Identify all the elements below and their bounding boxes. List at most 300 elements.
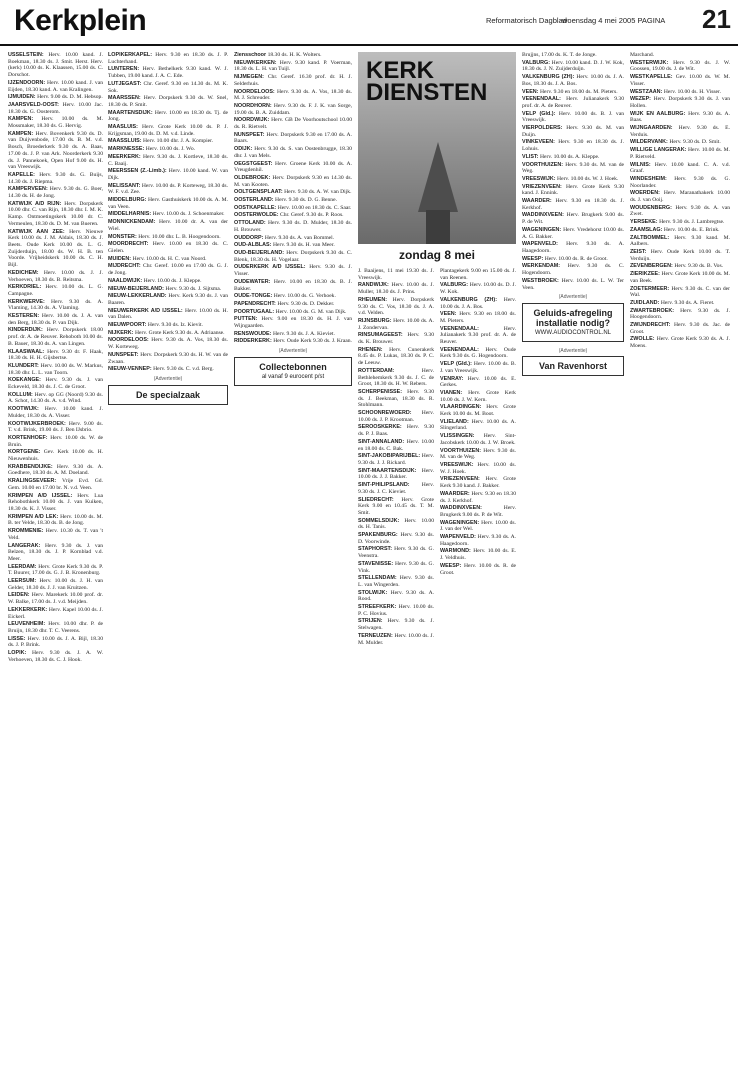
service-times: Herv. 10.00 ds. W. J. Hoek. xyxy=(557,175,619,182)
service-times: Herv. 10.00 en 18.30 ds. C. Gielen. xyxy=(108,241,228,254)
page-header xyxy=(0,0,738,44)
listing-entry xyxy=(234,264,352,277)
town-name: NIEUWKERKEN: xyxy=(234,59,280,66)
service-times: Herv. 10.00 ds. W. J. Hoek. xyxy=(440,461,516,475)
town-name: SINT-PHILIPSLAND: xyxy=(358,482,422,489)
town-name: OTTOLAND: xyxy=(234,220,269,227)
town-name: VOORTHUIZEN: xyxy=(522,161,566,168)
town-name: MOORDRECHT: xyxy=(108,241,153,248)
service-times: Herv. Grote Kerk 9.30 ds. A. J. Moens. xyxy=(630,336,730,350)
service-times: Herv. 9.30 en 18.00 ds. M. Pieters. xyxy=(539,88,618,95)
service-times: Herv. 10.00 ds. A. J. Zondervan. xyxy=(358,317,434,331)
town-name: MIDDELBURG: xyxy=(108,197,148,204)
town-name: LUTJEGAST: xyxy=(108,80,144,87)
listing-entry xyxy=(8,270,103,283)
town-name: WINDESHEIM: xyxy=(630,175,675,182)
service-times: Herv. 10.00 ds. G. Verhoek. xyxy=(273,293,336,300)
town-name: VRIEZENVEEN: xyxy=(522,183,566,190)
town-name: NIEUW-LEKKERLAND: xyxy=(108,293,169,300)
listing-entry xyxy=(108,234,228,241)
town-name: OOSTKAPELLE: xyxy=(234,204,278,211)
town-name: WAARDER: xyxy=(522,198,556,205)
town-name: OOSTERLAND: xyxy=(234,197,276,204)
listing-entry xyxy=(440,390,516,403)
town-name: VIANEN: xyxy=(440,389,469,396)
town-name: WILNIS: xyxy=(630,161,655,168)
service-times: Herv. Julianakerk 9.30 prof. dr. A. de Reuver. xyxy=(440,325,516,346)
listing-entry xyxy=(8,543,103,563)
column-7 xyxy=(630,52,730,1062)
listing-entry xyxy=(8,514,103,527)
header-rule xyxy=(0,44,738,46)
listing-entry xyxy=(440,534,516,547)
service-times: Herv. Nieuwe Kerk 10.00 ds. J. M. Aldais, 18.30 ds. J. Beets. Oude Kerk 10.00 ds. L. G. Zuijderduijn, 18.00 ds. W. H. B. ten Voorde. Vrijheidskerk 10.00 ds. C. H. Bijl. xyxy=(8,228,103,269)
town-name: KAMPEN: xyxy=(8,130,36,137)
service-times: Herv. 10.00 en 18.30 ds. C. Saar. xyxy=(277,204,352,211)
service-times: Herv. op GG (Noord) 9.30 ds. A. Schot, 14.30 ds. A. v.d. Wind. xyxy=(8,391,103,405)
town-name: NIJKERK: xyxy=(108,329,135,336)
town-name: VREESWIJK: xyxy=(522,175,558,182)
service-times: Herv. Oude Kerk 9.30 ds. G. Hogendoorn. xyxy=(440,346,516,360)
listing-entry xyxy=(440,520,516,533)
town-name: WARMOND: xyxy=(440,548,474,555)
listing-entry xyxy=(108,293,228,306)
listing-entry xyxy=(8,313,103,326)
town-name: WESTKAPELLE: xyxy=(630,74,676,81)
town-name: KRIMPEN A/D LEK: xyxy=(8,513,61,520)
service-times: Herv. 9.30 en 18.30 ds. J. Lohuis. xyxy=(522,139,624,153)
ad-title: Geluids-afregeling installatie nodig? xyxy=(533,307,613,328)
listing-entry xyxy=(8,299,103,312)
service-times: Herv. 10.00 ds. J. Kleppe. xyxy=(143,277,202,284)
town-name: NIEUW-BEIJERLAND: xyxy=(108,285,166,292)
town-name: VLAARDINGEN: xyxy=(440,404,487,411)
town-name: KEDICHEM: xyxy=(8,269,44,276)
listing-entry xyxy=(440,419,516,432)
town-name: OUDE-TONGE: xyxy=(234,293,274,300)
listing-entry xyxy=(8,464,103,477)
service-times: Herv. 10.00 dhr. L. B. Hoogendoorn. xyxy=(138,233,221,240)
newspaper-name: Reformatorisch Dagblad xyxy=(486,16,567,25)
service-times: Herv. 9.30 ds. A. Rood. xyxy=(358,589,434,603)
service-times: Gev. Kerk 10.00 ds. H. Nieuwenhuis. xyxy=(8,449,103,463)
listing-entry xyxy=(630,147,730,160)
listing-entry xyxy=(234,316,352,329)
listing-entry xyxy=(234,60,352,73)
town-name: USSELSTEIN: xyxy=(8,52,49,58)
town-name: RINSUMAGEEST: xyxy=(358,332,408,339)
town-name: ZWOLLE: xyxy=(630,336,657,343)
listing-entry xyxy=(8,478,103,491)
town-name: WESTERWIJK: xyxy=(630,59,674,66)
town-name: SCHERPENISSE: xyxy=(358,388,408,395)
listing-entry xyxy=(108,308,228,321)
town-name: KESTEREN: xyxy=(8,313,42,320)
listing-entry xyxy=(234,338,352,345)
town-name: VALKENBURG (ZH): xyxy=(522,74,577,81)
service-times: Herv. 10.00 ds. R. de Groot. xyxy=(544,255,608,262)
town-name: POORTUGAAL: xyxy=(234,308,276,315)
service-times: Herv. 9.30 ds. B. Vos. xyxy=(674,263,724,270)
listing-entry xyxy=(8,201,103,228)
town-name: OEGSTGEEST: xyxy=(234,160,276,167)
town-name: VINKEVEEN: xyxy=(522,139,559,146)
service-times: Herv. 9.30 ds. F. J. K. van Sorge, 19.00 ds. B. A. Zuiddam. xyxy=(234,102,352,116)
listing-entry xyxy=(108,337,228,350)
service-times: Herv. 10.00 Jac. 18.30 ds. G. Oosterom. xyxy=(8,101,103,115)
service-times: Vrije Evd. Gd. Gem. 10.00 en 17.00 br. N. v.d. Veen. xyxy=(8,478,103,491)
town-name: LEUVENHEIM: xyxy=(8,621,49,628)
town-name: VELP (Gld.): xyxy=(440,361,474,368)
listing-entry xyxy=(630,271,730,284)
listing-entry xyxy=(630,308,730,321)
listing-entry xyxy=(630,162,730,175)
town-name: WESTBROEK: xyxy=(522,277,562,284)
listing-entry xyxy=(8,564,103,577)
listing-entry xyxy=(440,376,516,389)
service-times: Herv. 9.30 ds. C. Hogendoorn. xyxy=(522,263,624,277)
advertisement xyxy=(522,356,624,376)
town-name: RHENEN: xyxy=(358,346,390,353)
service-times: 18.30 ds. H. K. Wolters. xyxy=(267,52,322,58)
service-times: Herv. 9.30 ds. M. van Duijn. xyxy=(522,125,624,138)
town-name: WEESP: xyxy=(440,562,464,569)
service-times: Herv. 9.30 kand. P. Voerman, 18.30 ds. L. H. van Tuijl. xyxy=(234,59,352,73)
town-name: RIDDERKERK: xyxy=(234,338,274,345)
service-times: Herv. 10.00 ds. J. Schoenmaker. xyxy=(152,211,225,218)
town-name: VEENENDAAL: xyxy=(440,346,486,353)
listing-entry xyxy=(358,282,434,295)
listing-entry xyxy=(440,476,516,489)
town-name: ZEVENBERGEN: xyxy=(630,263,675,270)
listing-entry xyxy=(108,241,228,254)
town-name: KERKWERVE: xyxy=(8,298,51,305)
listing-entry xyxy=(234,117,352,130)
service-times: Herv. 9.00 en 18.30 ds. H. J. van Wijngaarden. xyxy=(234,316,352,330)
listing-entry xyxy=(234,89,352,102)
listing-entry xyxy=(358,633,434,646)
service-times: Herv. Maranathakerk 10.00 ds. J. van Ooij. xyxy=(630,190,730,204)
service-times: Herv. Sint-Jacobskerk 10.00 ds. J. W. Broek. xyxy=(440,433,516,446)
town-name: STELLENDAM: xyxy=(358,575,400,582)
listing-entry xyxy=(358,332,434,345)
service-times: Herv. 9.30 ds. J. A. W. Verhoeven, 18.30 ds. C. J. Hook. xyxy=(8,650,103,663)
service-times: Herv. 10.00 ds. J. M. Mulder. xyxy=(358,632,434,646)
service-times: Herv. 9.30 ds. J. Stelwagen. xyxy=(358,618,434,632)
service-times: Marchand. xyxy=(630,52,655,58)
service-times: Herv. Dorpskerk 10.00 dhr. C. van Rijn, 18.30 dhr. I. M. K. Kamp. Ontmoetingskerk 10.00 dr. C. Vermeulen, 18.30 ds. D. M. van Bueren. xyxy=(8,200,103,227)
service-times: Herv. 10.00 ds. J. J. Bakker. xyxy=(358,467,434,481)
town-name: WEESP: xyxy=(522,255,545,262)
listing-entry xyxy=(358,532,434,545)
town-name: NOORDELOOS: xyxy=(108,337,152,344)
town-name: PAPENDRECHT: xyxy=(234,300,278,307)
service-times: Herv. 9.30 ds. A. Haagedoorn. xyxy=(522,241,624,254)
listing-entry xyxy=(234,309,352,316)
listing-entry xyxy=(630,336,730,349)
service-times: Herv. Bethelkerk 9.30 kand. W. J. Tubben, 19.00 kand. J. A. C. Ede. xyxy=(108,66,228,80)
service-times: Herv. GB De Voorhoutschool 10.00 ds. R. Rietvelt. xyxy=(234,117,352,131)
service-times: Herv. 10.00 ds. J. J. Verhoeven, 18.30 ds. B. Reitsma. xyxy=(8,269,103,283)
town-name: LEERSUM: xyxy=(8,578,40,585)
service-times: Brujjns, 17.00 ds. K. T. de Jonge. xyxy=(522,52,597,58)
service-times: Herv. 10.00 ds. E. Brink. xyxy=(663,226,720,233)
town-name: WOERDEN: xyxy=(630,190,664,197)
listing-entry xyxy=(440,462,516,475)
service-times: Herv. Oude Kerk 9.30 ds. J. Kraan. xyxy=(273,338,352,345)
town-name: SCHOONREWOERD: xyxy=(358,410,422,417)
service-times: Herv. Dorpskerk 18.00 prof. dr. A. de Reuver. Rehoboth 10.00 ds. B. Bauer, 18.30 ds. A. van Lingen. xyxy=(8,327,103,347)
listing-entry xyxy=(234,331,352,338)
service-times: Herv. 9.30 ds. D. Dekker. xyxy=(277,300,335,307)
feature-title xyxy=(366,57,488,106)
service-times: Herv. 9.30 ds. J. Sijtsma. xyxy=(165,285,222,292)
listing-entry xyxy=(630,235,730,248)
listing-entry xyxy=(358,297,434,317)
town-name: MAARSSEN: xyxy=(108,95,144,102)
town-name: MIJDRECHT: xyxy=(108,263,143,270)
town-name: KRABBENDIJKE: xyxy=(8,463,57,470)
town-name: NIEUW-VENNEP: xyxy=(108,366,154,373)
service-times: Herv. 9.30 ds. P. J. Baas. xyxy=(358,424,434,438)
listing-entry xyxy=(630,205,730,218)
feature-date: zondag 8 mei xyxy=(398,248,475,262)
listing-entry xyxy=(522,111,624,124)
service-times: J. Baaijens, 11 mei 19.30 ds. J. Vreeswijk. xyxy=(358,268,434,281)
listing-entry xyxy=(234,301,352,308)
town-name: KRALINGSEVEER: xyxy=(8,478,62,485)
town-name: WAPENVELD: xyxy=(440,534,478,541)
town-name: WADDINXVEEN: xyxy=(522,212,567,219)
service-times: Herv. Dorpskerk 9.30 en 14.30 ds. M. van Kooten. xyxy=(234,174,352,188)
column-2 xyxy=(108,52,228,1062)
service-times: Chr. Geref. 9.30 en 14.30 ds. M. K. Sok. xyxy=(108,80,228,94)
town-name: VENRAY: xyxy=(440,375,468,382)
town-name: OOLTGENSPLAAT: xyxy=(234,189,285,196)
listing-entry xyxy=(8,650,103,663)
service-times: Herv. 9.30 ds. C. van der Wal. xyxy=(630,285,730,299)
listing-entry xyxy=(440,311,516,324)
service-times: Herv. 10.00 dhr. P. de Bruijn, 18.30 dhr. T. C. Veerens. xyxy=(8,621,103,634)
service-times: Herv. 9.30 ds. J. Beekman, 18.30 ds. R. Stohlmann. xyxy=(358,388,434,409)
listing-entry xyxy=(630,322,730,335)
service-times: Herv. 9.30 ds. L. van Wingerden. xyxy=(358,575,434,588)
town-name: SOMMELSDIJK: xyxy=(358,517,405,524)
section-title: Kerkplein xyxy=(14,4,147,37)
town-name: KATWIJK A/D RIJN: xyxy=(8,200,65,207)
town-name: NIEUWPOORT: xyxy=(108,322,148,329)
town-name: RENSWOUDE: xyxy=(234,330,273,337)
listing-entry xyxy=(108,263,228,276)
service-times: Herv. 10.00 ds. B. J. van Vreeswijk. xyxy=(440,361,516,374)
listing-entry xyxy=(522,52,624,59)
town-name: WILDERVANK: xyxy=(630,139,670,146)
listing-entry xyxy=(522,154,624,161)
service-times: Herv. 10.00 en 18.30 ds. B. J. Bakker. xyxy=(234,278,352,292)
town-name: WAPENVELD: xyxy=(522,241,567,248)
town-name: VALBURG: xyxy=(440,282,470,289)
listing-entry xyxy=(8,377,103,390)
listing-entry xyxy=(108,322,228,329)
town-name: VREESWIJK: xyxy=(440,461,478,468)
town-name: LOPIKERKAPEL: xyxy=(108,52,156,58)
town-name: KLAASWAAL: xyxy=(8,348,48,355)
feature-title-line2: DIENSTEN xyxy=(366,79,488,106)
service-times: Herv. 9.30 ds. D. Mulder, 18.30 ds. H. Brouwer. xyxy=(234,220,352,233)
town-name: MIDDELHARNIS: xyxy=(108,211,153,218)
service-times: Herv. 9.30 ds. Jac. de Groot. xyxy=(630,322,730,335)
service-times: Herv. 9.30 ds. A. van Bommel. xyxy=(264,234,335,241)
service-times: Herv. 10.00 ds. P. Korteweg, 18.30 ds. W. F. v.d. Zee. xyxy=(108,182,228,196)
listing-entry xyxy=(108,219,228,232)
service-times: Herv. 9.30 ds. J. A. Kieviet. xyxy=(272,330,335,337)
ad-title: Van Ravenhorst xyxy=(538,361,608,372)
town-name: IJZENDOORN: xyxy=(8,79,48,86)
service-times: Herv. 10.00 ds. H. Tanis. xyxy=(358,517,434,531)
town-name: WIJNGAARDEN: xyxy=(630,125,679,132)
listing-entry xyxy=(522,241,624,254)
service-times: Herv. 10.00 ds. H. Visser. xyxy=(663,88,721,95)
service-times: Herv. 9.30 en 18.30 ds. J. Kerkhof. xyxy=(440,490,516,504)
town-name: MAASLUIS: xyxy=(108,124,142,131)
service-times: Herv. 10.00 ds. W. de Bruin. xyxy=(8,434,103,448)
town-name: KRIMPEN A/D IJSSEL: xyxy=(8,492,78,499)
service-times: Herv. Vredehorst 10.00 ds. A. G. Bakker. xyxy=(522,226,624,240)
town-name: KAMPERVEEN: xyxy=(8,186,50,193)
service-times: Herv. 10.00 ds. M. P. Rietveld. xyxy=(630,147,730,160)
service-times: Herv. Kapel 10.00 ds. J. Eickerl. xyxy=(8,606,103,620)
service-times: Herv. 10.00 ds. J. A. Bos, 18.30 ds. J. A. Bos. xyxy=(522,74,624,87)
listing-entry xyxy=(522,256,624,263)
listing-entry xyxy=(8,102,103,115)
service-times: Herv. 9.30 ds. J. J. Rickard. xyxy=(358,453,434,466)
advertisement-label: (Advertentie) xyxy=(278,348,308,355)
listing-entry xyxy=(108,256,228,263)
town-name: OUDDORP: xyxy=(234,234,265,241)
town-name: MONSTER: xyxy=(108,233,139,240)
town-name: WERKENDAM: xyxy=(522,263,568,270)
listing-entry xyxy=(630,227,730,234)
service-times: Herv. 10.00 ds. A. Slingerland. xyxy=(440,418,516,432)
listing-entry xyxy=(522,60,624,73)
listing-entry xyxy=(108,183,228,196)
advertisement xyxy=(234,357,352,386)
service-times: Herv. 9.30 ds. A. Haagedoorn. xyxy=(440,534,516,547)
listing-entry xyxy=(630,89,730,96)
town-name: LEERDAM: xyxy=(8,563,39,570)
listing-entry xyxy=(358,468,434,481)
listing-entry xyxy=(440,282,516,295)
listing-entry xyxy=(630,286,730,299)
listing-entry xyxy=(440,268,516,281)
service-times: Herv. 10.00 ds. J. A. van den Berg, 18.30 ds. P. van Dijk. xyxy=(8,313,103,326)
listing-entry xyxy=(8,349,103,362)
service-times: Herv. Grote Kerk 9.30 kand. J. Ennink. xyxy=(522,183,624,197)
town-name: KAMPEN: xyxy=(8,116,42,123)
town-name: KAPELLE: xyxy=(8,171,40,178)
town-name: YERSEKE: xyxy=(630,219,660,226)
service-times: Herv. 9.30 ds. J. Hoogendoorn. xyxy=(630,307,730,321)
listing-entry xyxy=(234,220,352,233)
town-name: VOORTHUIZEN: xyxy=(440,447,484,454)
page-number: 21 xyxy=(702,4,731,34)
listing-entry xyxy=(522,89,624,96)
service-times: Herv. 9.30 ds. S. van Oostenbrugge, 18.30 dhr. J. van Mels. xyxy=(234,146,352,159)
town-name: KOLLUM: xyxy=(8,391,35,398)
service-times: Gev. 10.00 ds. W. M. Visser. xyxy=(630,74,730,87)
town-name: MEERKERK: xyxy=(108,153,143,160)
listing-entry xyxy=(630,74,730,87)
service-times: Herv. 9.30 ds. M. van de Weg. xyxy=(440,447,516,461)
service-times: Herv. Grote Kerk 10.00 ds. J. W. Kern. xyxy=(440,389,516,403)
column-6 xyxy=(522,52,624,1062)
listing-entry xyxy=(8,229,103,269)
listing-entry xyxy=(8,421,103,434)
service-times: Herv. 10.00 ds. H. C. van Noord. xyxy=(132,255,207,262)
service-times: Chr. Geref. 16.30 prof. dr. H. J. Selderhuis. xyxy=(234,74,352,87)
listing-entry xyxy=(630,249,730,262)
town-name: VELP (Gld.): xyxy=(522,110,559,117)
town-name: KLUNDERT: xyxy=(8,362,41,369)
town-name: VEENENDAAL: xyxy=(440,325,504,332)
listing-entry xyxy=(522,139,624,152)
service-times: Herv. 10.00 en 18.30 ds. Tj. de Jong. xyxy=(108,109,228,123)
listing-entry xyxy=(8,116,103,129)
town-name: MEERSSEN (Z.-Limb.): xyxy=(108,168,169,175)
service-times: Herv. Bethlehemkerk 9.30 ds. J. C. de Groot, 18.30 ds. H. W. Rebers. xyxy=(358,367,434,388)
listing-entry xyxy=(108,286,228,293)
listing-entry xyxy=(8,327,103,347)
steeple-shape xyxy=(418,142,458,212)
service-times: Herv. Grote Kerk 10.00 ds. M. van Beek. xyxy=(630,271,730,284)
town-name: NOORDHORN: xyxy=(234,102,274,109)
service-times: Herv. Dorpskerk 9.30 ds. C. Blenk, 18.30 ds. H. Vogelaar. xyxy=(234,249,352,263)
listing-entry xyxy=(522,227,624,240)
service-times: Herv. 9.30 ds. G. Vink. xyxy=(358,560,434,574)
service-times: Herv. 9.30 ds. D. Voorwinde. xyxy=(358,532,434,545)
service-times: Herv. 10.00 kand. J. Mulder, 18.30 ds. A. Visser. xyxy=(8,406,103,419)
listing-entry xyxy=(440,433,516,446)
listing-entry xyxy=(108,66,228,79)
service-times: Herv. 9.30 dr. F. Haak, 18.30 ds. H. H. Gijsbertse. xyxy=(8,348,103,362)
listing-entry xyxy=(630,111,730,124)
service-times: Herv. 9.30 kand. M. Aalbers. xyxy=(630,234,730,248)
town-name: TERNEUZEN: xyxy=(358,632,395,639)
listing-entry xyxy=(234,242,352,249)
listing-entry xyxy=(8,621,103,634)
service-times: Herv. 10.00 kand. C. A. v.d. Graaf. xyxy=(630,161,730,175)
service-times: Herv. Dorpskerk 9.30 ds. H. W. van de Zwaan. xyxy=(108,351,228,365)
town-name: RANDWIJK: xyxy=(358,282,392,289)
listing-entry xyxy=(358,561,434,574)
listing-entry xyxy=(358,590,434,603)
listing-entry xyxy=(8,528,103,541)
listing-entry xyxy=(234,132,352,145)
service-times: Herv. 10.00 ds. J. A. Bijl, 18.30 ds. J. P. Brink. xyxy=(8,635,103,649)
service-times: Herv. 9.00 ds. D. M. Hebsop. xyxy=(37,94,103,101)
listing-entry xyxy=(440,563,516,576)
advertisement xyxy=(522,303,624,342)
listing-entry xyxy=(108,81,228,94)
town-name: OOSTERWOLDE: xyxy=(234,212,281,219)
service-times: Herv. 9.30 ds. J. van Belzen, 18.30 ds. J. P. Kornblad v.d. Meer. xyxy=(8,542,103,562)
service-times: Herv. 10.00 ds. J. van der Wel. xyxy=(440,519,516,533)
service-times: Herv. Dorpskerk 9.30 ds. C. Vos, 18.30 ds. J. A. v.d. Velden. xyxy=(358,296,434,317)
listing-entry xyxy=(630,125,730,138)
listing-entry xyxy=(630,52,730,59)
service-times: Herv. 9.30 ds. E. Verduis. xyxy=(630,125,730,138)
service-times: Herv. Grote Kerk 10.00 ds. P. J. Krijgsman, 19.00 ds. D. M. v.d. Linde. xyxy=(108,124,228,137)
